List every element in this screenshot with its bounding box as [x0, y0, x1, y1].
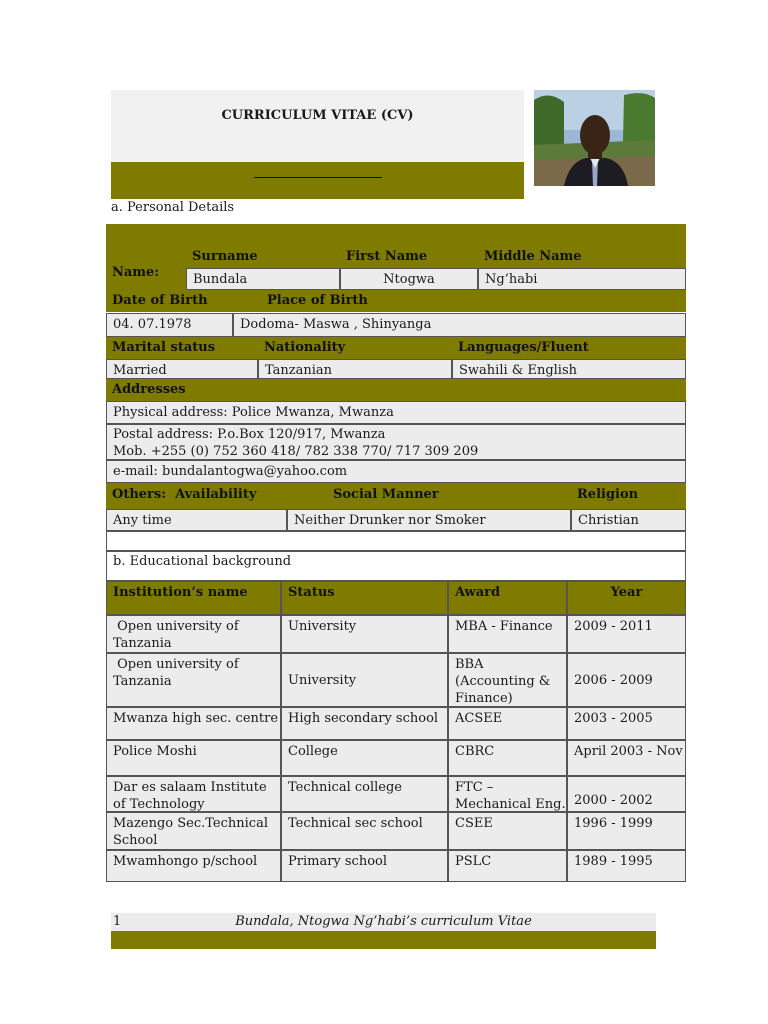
edu-cell-line: 2009 - 2011 [574, 619, 653, 634]
edu-header-year: Year [567, 581, 686, 615]
edu-cell-award [448, 740, 567, 776]
edu-cell-institution [106, 850, 281, 882]
email-address: e-mail: bundalantogwa@yahoo.com [106, 460, 686, 483]
edu-cell-status [281, 850, 448, 882]
edu-cell-year [567, 615, 686, 653]
edu-cell-line: Open university of [113, 619, 239, 634]
edu-cell-line: 2003 - 2005 [574, 711, 653, 726]
edu-cell-line: Mwanza high sec. centre [113, 711, 279, 726]
edu-cell-line: Technical sec school [288, 816, 423, 831]
first-name-header: First Name [340, 246, 478, 268]
edu-cell-line: Technical college [288, 780, 402, 795]
religion-header: Religion [571, 483, 686, 509]
edu-cell-line: Tanzania [113, 674, 172, 689]
edu-header-institution: Institution’s name [106, 581, 281, 615]
dob-header: Date of Birth [106, 290, 233, 312]
edu-cell-award [448, 850, 567, 882]
middle-name-value: Ng’habi [478, 268, 686, 290]
page-number: 1 [113, 914, 122, 929]
postal-address-block [106, 424, 686, 460]
nationality-header: Nationality [258, 337, 452, 359]
section-label-education: b. Educational background [106, 551, 686, 581]
mobile-numbers: Mob. +255 (0) 752 360 418/ 782 338 770/ 717 309 209 [113, 444, 479, 459]
edu-cell-status [281, 812, 448, 850]
edu-cell-line: Open university of [113, 657, 239, 672]
others-availability-header [106, 483, 287, 509]
physical-address: Physical address: Police Mwanza, Mwanza [106, 401, 686, 424]
edu-cell-line: 2006 - 2009 [574, 672, 653, 688]
pob-value: Dodoma- Maswa , Shinyanga [233, 313, 686, 337]
edu-cell-line: of Technology [113, 797, 205, 812]
edu-cell-line: University [288, 672, 357, 688]
edu-cell-award [448, 776, 567, 812]
cv-header-box [111, 90, 524, 162]
edu-cell-institution [106, 776, 281, 812]
addresses-header: Addresses [106, 379, 686, 401]
middle-name-header: Middle Name [478, 246, 686, 268]
edu-cell-line: Mwamhongo p/school [113, 854, 258, 869]
title-underline [254, 177, 382, 178]
edu-cell-institution [106, 615, 281, 653]
languages-value: Swahili & English [452, 359, 686, 379]
edu-cell-line: 1989 - 1995 [574, 854, 653, 869]
edu-cell-line: ACSEE [455, 711, 503, 726]
edu-cell-status [281, 615, 448, 653]
edu-cell-line: 1996 - 1999 [574, 816, 653, 831]
edu-cell-year [567, 707, 686, 740]
surname-header: Surname [186, 246, 340, 268]
edu-cell-year [567, 776, 686, 812]
edu-cell-year [567, 850, 686, 882]
edu-cell-line: Tanzania [113, 636, 172, 651]
edu-cell-year [567, 812, 686, 850]
edu-cell-institution [106, 740, 281, 776]
languages-header: Languages/Fluent [452, 337, 686, 359]
edu-cell-line: 2000 - 2002 [574, 793, 653, 808]
marital-value: Married [106, 359, 258, 379]
social-manner-header: Social Manner [287, 483, 571, 509]
edu-cell-line: (Accounting & [455, 674, 551, 689]
portrait-photo-icon [534, 90, 655, 186]
section-label-personal: a. Personal Details [111, 200, 235, 215]
edu-cell-status [281, 740, 448, 776]
edu-cell-line: Dar es salaam Institute [113, 780, 267, 795]
footer-text: Bundala, Ntogwa Ng’habi’s curriculum Vitae [235, 914, 532, 929]
edu-cell-award [448, 812, 567, 850]
edu-cell-line: High secondary school [288, 711, 439, 726]
edu-cell-year [567, 653, 686, 707]
edu-cell-institution [106, 653, 281, 707]
dob-value: 04. 07.1978 [106, 313, 233, 337]
edu-cell-line: Mazengo Sec.Technical [113, 816, 268, 831]
cv-header-bar [111, 162, 524, 199]
edu-cell-line: Mechanical Eng. [455, 797, 566, 812]
edu-cell-award [448, 707, 567, 740]
edu-header-status: Status [281, 581, 448, 615]
edu-cell-line: BBA [455, 657, 484, 672]
edu-cell-award [448, 653, 567, 707]
edu-cell-line: University [288, 619, 357, 634]
first-name-value: Ntogwa [340, 268, 478, 290]
edu-cell-line: PSLC [455, 854, 492, 869]
edu-cell-line: Finance) [455, 691, 513, 706]
pob-header: Place of Birth [233, 290, 686, 312]
edu-cell-award [448, 615, 567, 653]
edu-cell-line: College [288, 744, 338, 759]
edu-cell-status [281, 776, 448, 812]
marital-header: Marital status [106, 337, 258, 359]
others-label: Others: [112, 487, 167, 502]
edu-cell-year [567, 740, 686, 776]
edu-cell-line: FTC – [455, 780, 494, 795]
edu-cell-institution [106, 812, 281, 850]
edu-cell-line: CBRC [455, 744, 495, 759]
spacer-row [106, 531, 686, 551]
edu-cell-status [281, 653, 448, 707]
edu-cell-line: MBA - Finance [455, 619, 553, 634]
cv-title: CURRICULUM VITAE (CV) [221, 108, 414, 123]
postal-address: Postal address: P.o.Box 120/917, Mwanza [113, 427, 386, 442]
profile-photo [534, 90, 655, 186]
edu-cell-line: School [113, 833, 158, 848]
edu-cell-line: Primary school [288, 854, 388, 869]
footer-olive-bar [111, 931, 656, 949]
edu-cell-line: April 2003 - Nov [574, 744, 683, 759]
edu-cell-line: Police Moshi [113, 744, 197, 759]
edu-cell-institution [106, 707, 281, 740]
availability-header: Availability [175, 487, 257, 502]
edu-header-award: Award [448, 581, 567, 615]
edu-cell-status [281, 707, 448, 740]
surname-value: Bundala [186, 268, 340, 290]
social-manner-value: Neither Drunker nor Smoker [287, 509, 571, 531]
religion-value: Christian [571, 509, 686, 531]
availability-value: Any time [106, 509, 287, 531]
edu-cell-line: CSEE [455, 816, 493, 831]
name-label: Name: [106, 246, 186, 290]
nationality-value: Tanzanian [258, 359, 452, 379]
personal-table-top-bar [106, 224, 686, 246]
